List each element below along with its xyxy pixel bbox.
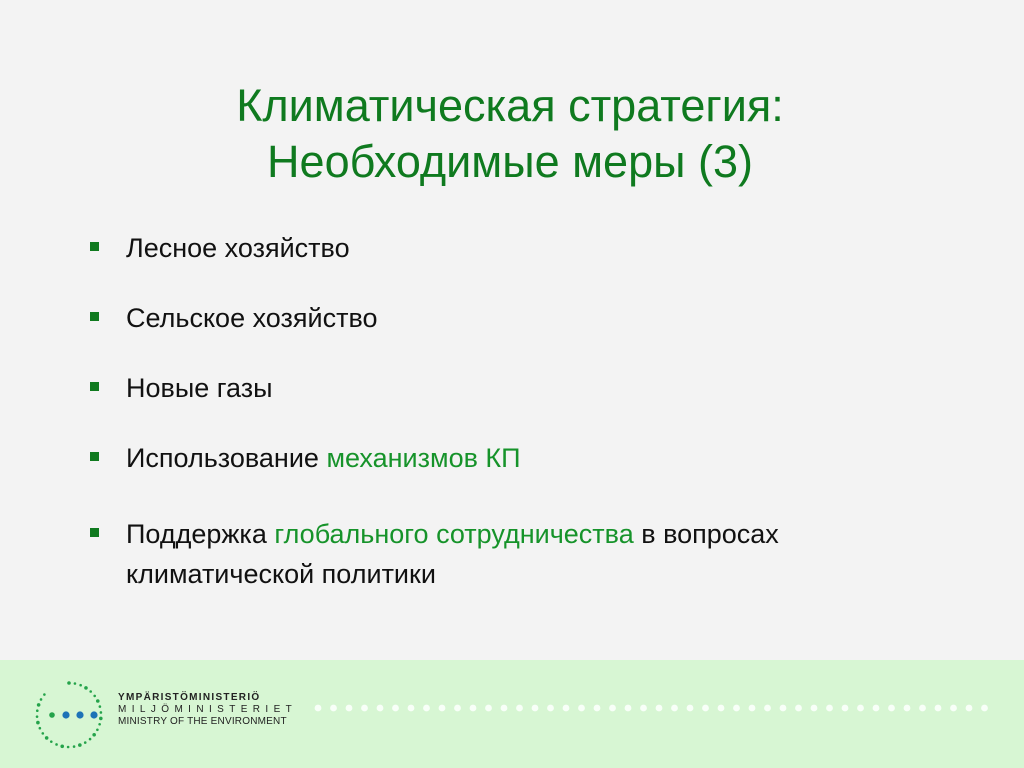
footer-dot <box>702 705 709 712</box>
logo-ring-dot <box>39 727 42 730</box>
logo-ring-dot <box>40 698 43 701</box>
footer-dot <box>392 705 399 712</box>
logo-ring-dot <box>36 709 39 712</box>
logo-ring-dot <box>74 682 77 685</box>
footer-dot <box>485 705 492 712</box>
square-bullet-icon <box>90 528 99 537</box>
footer-dot <box>532 705 539 712</box>
dot-row-icon <box>312 700 1002 716</box>
footer-dot <box>609 705 616 712</box>
logo-ring-dot <box>92 733 96 737</box>
square-bullet-icon <box>90 312 99 321</box>
footer-dot <box>625 705 632 712</box>
logo-ring-dot <box>93 695 96 698</box>
logo-ring-dot <box>60 744 64 748</box>
ministry-name-block <box>118 692 297 728</box>
footer-dot <box>718 705 725 712</box>
agriculture-text: Сельское хозяйство <box>126 303 378 333</box>
footer-dot <box>408 705 415 712</box>
footer-dot <box>346 705 353 712</box>
logo-ring-dot <box>36 721 40 725</box>
kp-mechanisms-highlight: механизмов КП <box>326 443 521 473</box>
footer-dot <box>873 705 880 712</box>
footer-dot <box>470 705 477 712</box>
logo-ring-dot <box>96 728 99 731</box>
logo-ring-dot <box>45 736 49 740</box>
logo-center-dot <box>62 711 69 718</box>
new-gases-text: Новые газы <box>126 373 273 403</box>
logo-ring-dot <box>98 723 101 726</box>
ministry-name-english: MINISTRY OF THE ENVIRONMENT <box>118 716 287 727</box>
logo-ring-dot <box>96 699 100 703</box>
footer-dot <box>857 705 864 712</box>
footer-dot <box>501 705 508 712</box>
footer-dot <box>594 705 601 712</box>
footer-dot <box>950 705 957 712</box>
logo-ring-dot <box>89 738 92 741</box>
footer-dot <box>764 705 771 712</box>
square-bullet-icon <box>90 242 99 251</box>
footer-dot <box>981 705 988 712</box>
footer-dot <box>795 705 802 712</box>
footer-dot <box>454 705 461 712</box>
footer-dot <box>516 705 523 712</box>
square-bullet-icon <box>90 452 99 461</box>
footer-dot <box>919 705 926 712</box>
footer-dot <box>842 705 849 712</box>
footer-dot <box>749 705 756 712</box>
kp-mechanisms-bullet <box>88 438 888 478</box>
logo-ring-dot <box>99 705 102 708</box>
footer-dot <box>733 705 740 712</box>
slide-title-line-2: Необходимые меры (3) <box>267 136 753 187</box>
global-cooperation-prefix: Поддержка <box>126 519 275 549</box>
logo-ring-dot <box>78 743 82 747</box>
logo-ring-dot <box>100 711 103 714</box>
global-cooperation-highlight: глобального сотрудничества <box>274 519 634 549</box>
logo-ring-dot <box>79 684 82 687</box>
logo-center-dot <box>76 711 83 718</box>
footer-dot <box>547 705 554 712</box>
footer-dot <box>780 705 787 712</box>
logo-ring-dot <box>73 745 76 748</box>
logo-center-dot <box>90 711 97 718</box>
logo-ring-dot <box>84 741 87 744</box>
footer-dot <box>687 705 694 712</box>
logo-ring-dot <box>67 681 71 685</box>
footer-dot <box>826 705 833 712</box>
footer-dot <box>361 705 368 712</box>
slide-title <box>150 78 870 190</box>
footer-dot <box>904 705 911 712</box>
global-cooperation-bullet <box>88 514 888 594</box>
logo-ring-dot <box>55 743 58 746</box>
footer-dot <box>439 705 446 712</box>
slide-title-line-1: Климатическая стратегия: <box>236 80 784 131</box>
footer-dot <box>935 705 942 712</box>
logo-center-dot <box>49 712 55 718</box>
global-cooperation-suffix: в вопросах климатической политики <box>126 519 779 589</box>
forestry-text: Лесное хозяйство <box>126 233 350 263</box>
logo-ring-dot <box>89 690 92 693</box>
forestry-bullet <box>88 228 888 268</box>
logo-ring-dot <box>67 746 70 749</box>
footer-dot <box>811 705 818 712</box>
kp-mechanisms-prefix: Использование <box>126 443 327 473</box>
footer-dot <box>578 705 585 712</box>
footer-dot <box>656 705 663 712</box>
footer-dot <box>315 705 322 712</box>
logo-ring-dot <box>84 686 88 690</box>
logo-ring-dot <box>99 717 103 721</box>
logo-ring-dot <box>41 732 44 735</box>
footer-dot <box>423 705 430 712</box>
measures-list <box>88 228 888 594</box>
logo-ring-dot <box>36 715 39 718</box>
ministry-name-finnish: YMPÄRISTÖMINISTERIÖ <box>118 692 261 703</box>
ministry-footer <box>0 660 1024 768</box>
footer-dot <box>330 705 337 712</box>
new-gases-bullet <box>88 368 888 408</box>
ministry-name-swedish: MILJÖMINISTERIET <box>118 704 298 715</box>
logo-ring-dot <box>50 740 53 743</box>
footer-dot <box>888 705 895 712</box>
footer-dot <box>966 705 973 712</box>
agriculture-bullet <box>88 298 888 338</box>
logo-ring-dot <box>43 693 46 696</box>
square-bullet-icon <box>90 382 99 391</box>
ministry-logo-icon <box>28 674 110 756</box>
footer-dot <box>671 705 678 712</box>
footer-dot <box>640 705 647 712</box>
logo-ring-dot <box>37 703 41 707</box>
footer-dot <box>563 705 570 712</box>
footer-dot <box>377 705 384 712</box>
